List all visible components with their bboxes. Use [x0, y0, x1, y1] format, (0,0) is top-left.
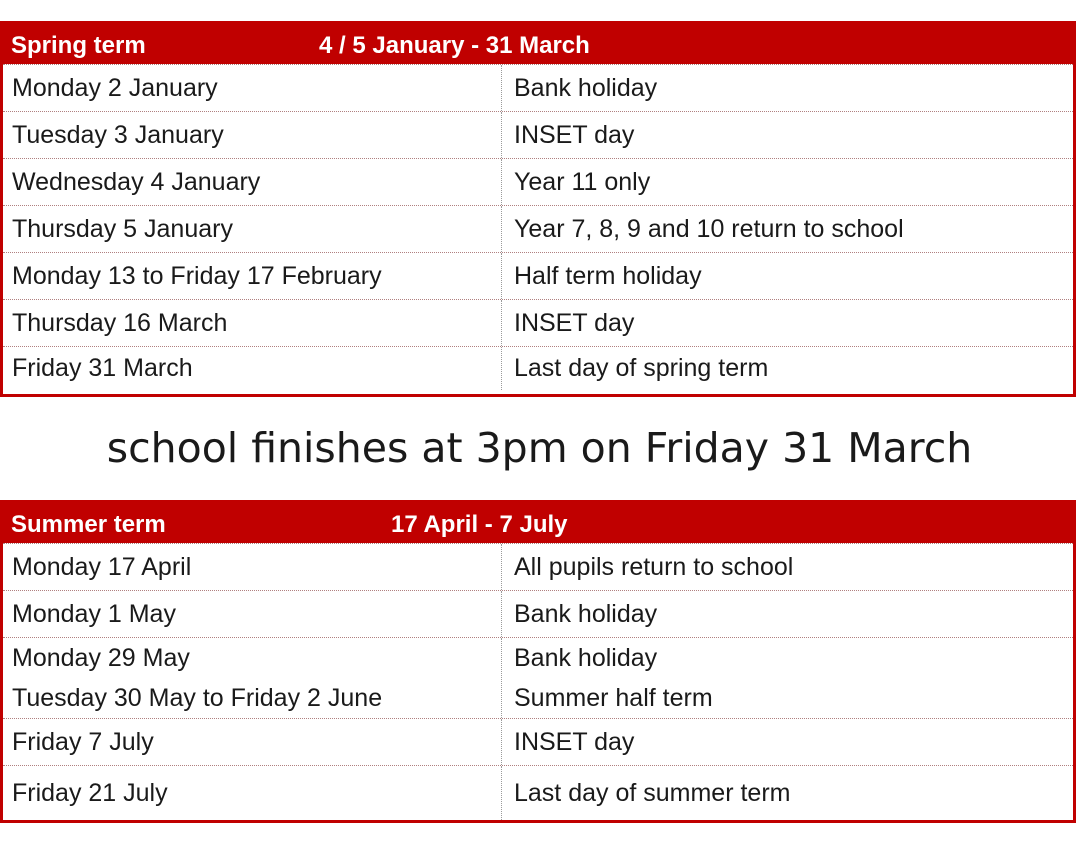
table-row	[3, 205, 1073, 252]
term-dates: 4 / 5 January - 31 March	[319, 32, 590, 59]
date-cell: Friday 21 July	[3, 766, 502, 820]
event-line: Bank holiday	[514, 644, 658, 672]
event-cell: All pupils return to school	[514, 552, 794, 581]
table-row	[3, 543, 1073, 590]
table-row	[3, 158, 1073, 205]
date-line: Tuesday 30 May to Friday 2 June	[12, 684, 383, 712]
date-cell: Tuesday 3 January	[3, 112, 502, 158]
date-cell: Friday 7 July	[3, 719, 502, 765]
event-cell: INSET day	[514, 727, 635, 756]
table-row	[3, 299, 1073, 346]
table-row	[3, 765, 1073, 820]
date-cell: Thursday 16 March	[3, 300, 502, 346]
event-cell: INSET day	[514, 308, 635, 337]
table-row	[3, 637, 1073, 718]
date-line: Monday 29 May	[12, 644, 190, 672]
date-cell: Monday 1 May	[3, 591, 502, 637]
spring-term-table	[0, 21, 1076, 397]
summer-term-table	[0, 500, 1076, 823]
date-cell: Friday 31 March	[3, 347, 502, 390]
event-line: Summer half term	[514, 684, 713, 712]
table-row	[3, 64, 1073, 111]
date-cell	[3, 638, 502, 718]
spring-term-header	[3, 24, 1073, 64]
event-cell: Year 7, 8, 9 and 10 return to school	[514, 214, 904, 243]
term-end-note: school finishes at 3pm on Friday 31 March	[106, 424, 973, 472]
date-cell: Thursday 5 January	[3, 206, 502, 252]
table-row	[3, 111, 1073, 158]
term-dates: 17 April - 7 July	[391, 511, 568, 538]
event-cell: Last day of summer term	[514, 778, 791, 807]
date-cell: Monday 17 April	[3, 544, 502, 590]
term-name: Spring term	[11, 32, 146, 59]
event-cell: Last day of spring term	[514, 354, 769, 382]
table-row	[3, 252, 1073, 299]
date-cell: Monday 2 January	[3, 65, 502, 111]
table-row	[3, 590, 1073, 637]
date-cell: Monday 13 to Friday 17 February	[3, 253, 502, 299]
event-cell: INSET day	[514, 120, 635, 149]
event-cell: Bank holiday	[514, 599, 658, 628]
event-cell: Half term holiday	[514, 261, 702, 290]
term-name: Summer term	[11, 511, 166, 538]
table-row	[3, 346, 1073, 390]
table-row	[3, 718, 1073, 765]
event-cell: Bank holiday	[514, 73, 658, 102]
summer-term-header	[3, 503, 1073, 543]
event-cell	[502, 638, 1073, 718]
date-cell: Wednesday 4 January	[3, 159, 502, 205]
event-cell: Year 11 only	[514, 167, 651, 196]
